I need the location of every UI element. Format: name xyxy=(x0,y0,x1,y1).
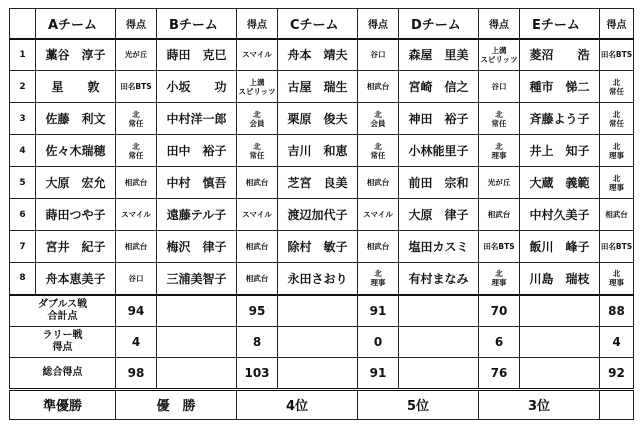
summary-value: 98 xyxy=(116,357,157,389)
rank-cell: 準優勝 xyxy=(10,389,116,419)
player-name: 芝宮 良美 xyxy=(278,167,358,199)
player-name: 有村まなみ xyxy=(399,263,479,295)
points-header: 得点 xyxy=(116,9,157,39)
player-club: 相武台 xyxy=(237,167,278,199)
player-name: 小林能里子 xyxy=(399,135,479,167)
player-name: 蒔田つや子 xyxy=(36,199,116,231)
summary-label: ダブルス戦 合計点 xyxy=(10,295,116,327)
summary-spacer xyxy=(278,326,358,357)
player-name: 藁谷 淳子 xyxy=(36,39,116,71)
summary-spacer xyxy=(399,326,479,357)
summary-value: 91 xyxy=(358,295,399,327)
player-club: 北 常任 xyxy=(116,103,157,135)
player-club: 上溝 スピリッツ xyxy=(479,39,520,71)
player-name: 井上 知子 xyxy=(520,135,600,167)
summary-label: ラリー戦 得点 xyxy=(10,326,116,357)
summary-row-total xyxy=(10,357,634,389)
player-club: 相武台 xyxy=(237,263,278,295)
player-name: 中村 慎吾 xyxy=(157,167,237,199)
player-name: 舟本 靖夫 xyxy=(278,39,358,71)
player-name: 佐々木瑞穂 xyxy=(36,135,116,167)
summary-value: 92 xyxy=(600,357,634,389)
player-name: 栗原 俊夫 xyxy=(278,103,358,135)
player-name: 大原 律子 xyxy=(399,199,479,231)
player-name: 飯川 峰子 xyxy=(520,231,600,263)
points-header: 得点 xyxy=(600,9,634,39)
player-name: 田中 裕子 xyxy=(157,135,237,167)
row-number: 2 xyxy=(10,71,36,103)
summary-spacer xyxy=(157,295,237,327)
player-club: 相武台 xyxy=(479,199,520,231)
summary-spacer xyxy=(278,295,358,327)
player-club: 北 常任 xyxy=(600,71,634,103)
summary-value: 6 xyxy=(479,326,520,357)
player-club: 田名BTS xyxy=(600,231,634,263)
summary-value: 91 xyxy=(358,357,399,389)
player-club: 谷口 xyxy=(116,263,157,295)
summary-spacer xyxy=(399,357,479,389)
player-club: 相武台 xyxy=(237,231,278,263)
row-number: 6 xyxy=(10,199,36,231)
player-club: 北 常任 xyxy=(479,103,520,135)
player-name: 小坂 功 xyxy=(157,71,237,103)
player-club: 北 会員 xyxy=(358,103,399,135)
player-name: 佐藤 利文 xyxy=(36,103,116,135)
player-club: 北 理事 xyxy=(479,135,520,167)
player-club: 北 理事 xyxy=(600,167,634,199)
summary-value: 76 xyxy=(479,357,520,389)
player-name: 塩田カスミ xyxy=(399,231,479,263)
player-name: 永田さおり xyxy=(278,263,358,295)
player-name: 中村久美子 xyxy=(520,199,600,231)
team-header-a: Aチーム xyxy=(36,9,116,39)
summary-spacer xyxy=(157,326,237,357)
summary-row-doubles xyxy=(10,295,634,327)
player-club: 相武台 xyxy=(600,199,634,231)
player-row xyxy=(10,135,634,167)
player-club: 上溝 スピリッツ xyxy=(237,71,278,103)
summary-value: 95 xyxy=(237,295,278,327)
team-header-e: Eチーム xyxy=(520,9,600,39)
player-name: 舟本恵美子 xyxy=(36,263,116,295)
player-club: 北 理事 xyxy=(600,135,634,167)
team-header-b: Bチーム xyxy=(157,9,237,39)
summary-value: 94 xyxy=(116,295,157,327)
rank-cell: 5位 xyxy=(358,389,479,419)
player-row xyxy=(10,39,634,71)
player-row xyxy=(10,167,634,199)
row-number: 4 xyxy=(10,135,36,167)
row-number: 3 xyxy=(10,103,36,135)
summary-spacer xyxy=(520,295,600,327)
rank-spacer xyxy=(600,389,634,419)
player-name: 渡辺加代子 xyxy=(278,199,358,231)
player-club: スマイル xyxy=(237,199,278,231)
summary-spacer xyxy=(520,326,600,357)
player-name: 星 敦 xyxy=(36,71,116,103)
points-header: 得点 xyxy=(479,9,520,39)
summary-value: 88 xyxy=(600,295,634,327)
player-club: 北 常任 xyxy=(600,103,634,135)
player-name: 蒔田 克巳 xyxy=(157,39,237,71)
header-row xyxy=(10,9,634,39)
team-header-c: Cチーム xyxy=(278,9,358,39)
player-club: 北 常任 xyxy=(237,135,278,167)
player-club: 北 理事 xyxy=(479,263,520,295)
corner-cell xyxy=(10,9,36,39)
player-row xyxy=(10,231,634,263)
player-club: 光が丘 xyxy=(116,39,157,71)
team-header-d: Dチーム xyxy=(399,9,479,39)
player-name: 中村洋一郎 xyxy=(157,103,237,135)
player-name: 大原 宏允 xyxy=(36,167,116,199)
player-name: 除村 敏子 xyxy=(278,231,358,263)
rank-cell: 優 勝 xyxy=(116,389,237,419)
player-row xyxy=(10,103,634,135)
summary-value: 4 xyxy=(600,326,634,357)
summary-spacer xyxy=(278,357,358,389)
row-number: 5 xyxy=(10,167,36,199)
player-name: 宮崎 信之 xyxy=(399,71,479,103)
rank-cell: 4位 xyxy=(237,389,358,419)
player-club: 相武台 xyxy=(358,167,399,199)
player-name: 川島 瑞枝 xyxy=(520,263,600,295)
player-name: 種市 悌二 xyxy=(520,71,600,103)
player-club: 北 常任 xyxy=(116,135,157,167)
summary-value: 0 xyxy=(358,326,399,357)
rank-cell: 3位 xyxy=(479,389,600,419)
summary-label: 総合得点 xyxy=(10,357,116,389)
player-club: 相武台 xyxy=(358,231,399,263)
player-name: 菱沼 浩 xyxy=(520,39,600,71)
summary-spacer xyxy=(399,295,479,327)
points-header: 得点 xyxy=(237,9,278,39)
player-club: 北 会員 xyxy=(237,103,278,135)
player-name: 遠藤テル子 xyxy=(157,199,237,231)
player-name: 吉川 和恵 xyxy=(278,135,358,167)
player-name: 斉藤よう子 xyxy=(520,103,600,135)
player-name: 神田 裕子 xyxy=(399,103,479,135)
player-club: スマイル xyxy=(358,199,399,231)
player-club: 相武台 xyxy=(116,167,157,199)
player-club: 田名BTS xyxy=(116,71,157,103)
summary-value: 70 xyxy=(479,295,520,327)
player-row xyxy=(10,71,634,103)
player-name: 宮井 紀子 xyxy=(36,231,116,263)
player-name: 前田 宗和 xyxy=(399,167,479,199)
player-name: 梅沢 律子 xyxy=(157,231,237,263)
rank-row xyxy=(10,389,634,419)
player-club: 相武台 xyxy=(358,71,399,103)
summary-row-rally xyxy=(10,326,634,357)
player-club: 北 理事 xyxy=(600,263,634,295)
row-number: 1 xyxy=(10,39,36,71)
player-club: スマイル xyxy=(237,39,278,71)
player-row xyxy=(10,263,634,295)
player-name: 古屋 瑞生 xyxy=(278,71,358,103)
player-club: 相武台 xyxy=(116,231,157,263)
player-club: 光が丘 xyxy=(479,167,520,199)
summary-spacer xyxy=(157,357,237,389)
summary-value: 4 xyxy=(116,326,157,357)
player-club: 北 理事 xyxy=(358,263,399,295)
player-club: 田名BTS xyxy=(600,39,634,71)
results-table xyxy=(9,8,634,420)
player-club: 北 常任 xyxy=(358,135,399,167)
row-number: 7 xyxy=(10,231,36,263)
summary-value: 103 xyxy=(237,357,278,389)
points-header: 得点 xyxy=(358,9,399,39)
player-name: 森屋 里美 xyxy=(399,39,479,71)
player-name: 三浦美智子 xyxy=(157,263,237,295)
player-club: 田名BTS xyxy=(479,231,520,263)
player-club: 谷口 xyxy=(358,39,399,71)
player-row xyxy=(10,199,634,231)
row-number: 8 xyxy=(10,263,36,295)
player-club: 谷口 xyxy=(479,71,520,103)
summary-value: 8 xyxy=(237,326,278,357)
player-club: スマイル xyxy=(116,199,157,231)
summary-spacer xyxy=(520,357,600,389)
player-name: 大蔵 義範 xyxy=(520,167,600,199)
